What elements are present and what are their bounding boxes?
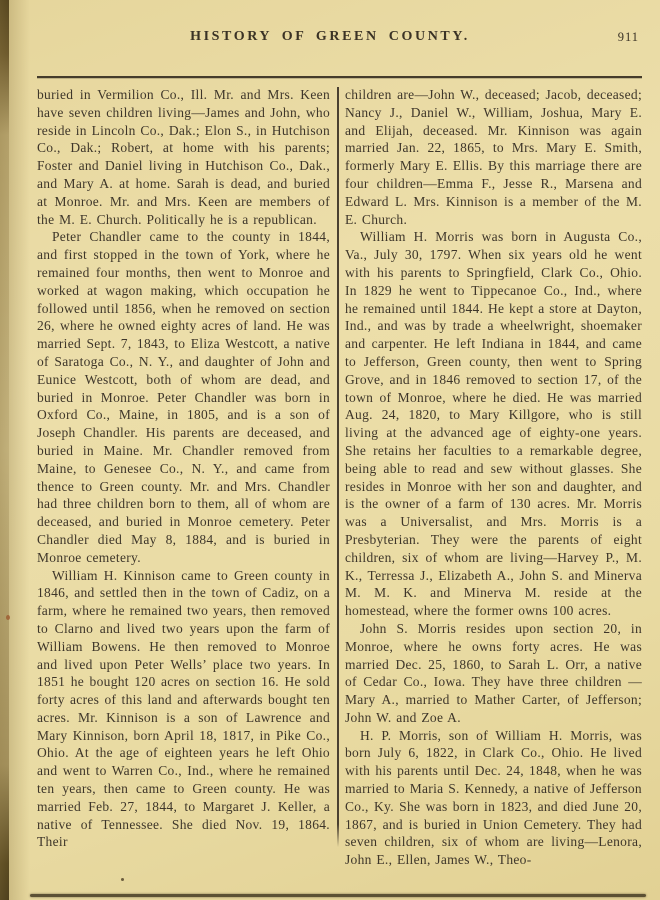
right-column: [345, 86, 642, 869]
paragraph-peter-chandler: Peter Chandler came to the county in 1844, and first stopped in the town of York, where he remained four months, then went to Monroe and worked at wagon making, which occupation he followed until 1856, when he removed on section 26, where he owned eighty acres of land. He was married Sept. 7, 1843, to Eliza Westcott, a native of Saratoga Co., N. Y., and daughter of John and Eunice Westcott, both of whom are dead, and buried in Monroe. Peter Chandler was born in Oxford Co., Maine, in 1805, and is a son of Joseph Chandler. His parents are deceased, and buried in Maine. Mr. Chandler removed from Maine, to Genesee Co., N. Y., and came from thence to Green county. Mr. and Mrs. Chandler had three children born to them, all of whom are deceased, and buried in Monroe cemetery. Peter Chandler died May 8, 1884, and is buried in Monroe cemetery.: [37, 229, 330, 565]
page-title: HISTORY OF GREEN COUNTY.: [190, 29, 470, 44]
scan-speck: [121, 878, 124, 881]
paragraph-william-kinnison: William H. Kinnison came to Green county in 1846, and settled then in the town of Cadiz, on a farm, where he remained two years, then removed to Clarno and lived two years upon the farm of William Bowens. He then removed to Monroe and lived upon Peter Wells’ place two years. In 1851 he bought 120 acres on section 16. He sold forty acres of this land and afterwards bought ten acres. Mr. Kinnison is a son of Lawrence and Mary Kinnison, born April 18, 1817, in Pike Co., Ohio. At the age of eighteen years he left Ohio and went to Warren Co., Ind., where he remained ten years, then came to Green county. He was married Feb. 27, 1844, to Margaret J. Keller, a native of Tennessee. She died Nov. 19, 1864. Their: [37, 567, 330, 850]
page-gutter-shadow: [0, 0, 30, 900]
column-divider: [337, 87, 339, 847]
running-header: [0, 0, 660, 62]
paragraph-john-morris: John S. Morris resides upon section 20, in Monroe, where he owns forty acres. He was married Dec. 25, 1860, to Sarah L. Orr, a native of Cedar Co., Iowa. They have three children —Mary A., married to Mather Carter, of Jefferson; John W. and Zoe A.: [345, 620, 642, 725]
text-body: [0, 78, 660, 869]
paragraph-keen-continuation: buried in Vermilion Co., Ill. Mr. and Mrs. Keen have seven children living—James and John, who reside in Lincoln Co., Dak.; Elon S., in Hutchison Co., Dak.; Robert, at home with his parents; Foster and Daniel living in Hutchison Co., Dak., and Mary A. at home. Sarah is dead, and buried at Monroe. Mr. and Mrs. Keen are members of the M. E. Church. Politically he is a republican.: [37, 87, 330, 227]
bottom-page-edge: [30, 894, 646, 897]
paragraph-william-morris: William H. Morris was born in Augusta Co., Va., July 30, 1797. When six years old he went with his parents to Springfield, Clark Co., Ohio. In 1829 he went to Tippecanoe Co., Ind., where he remained until 1844. He kept a store at Dayton, Ind., and was by trade a wheelwright, shoemaker and carpenter. He left Indiana in 1844, and came to Jefferson, Green county, then went to Spring Grove, and in 1846 removed to section 17, of the town of Monroe, where he died. He was married Aug. 24, 1820, to Mary Killgore, who is still living at the advanced age of eighty-one years. She retains her faculties to a remarkable degree, being able to read and sew without glasses. She resides in Monroe with her son and daughter, and is the owner of a farm of 130 acres. Mr. Morris was a Universalist, and Mrs. Morris is a Presbyterian. They were the parents of eight children, six of whom are living—Harvey P., M. K., Terressa J., Elizabeth A., John S. and Minerva M. M. K. and Minerva M. reside at the homestead, where the former owns 100 acres.: [345, 229, 642, 619]
paragraph-hp-morris: H. P. Morris, son of William H. Morris, was born July 6, 1822, in Clark Co., Ohio. He lived with his parents until Dec. 24, 1848, when he was married to Maria S. Kennedy, a native of Jefferson Co., Ky. She was born in 1823, and died June 20, 1867, and is buried in Union Cemetery. They had seven children, six of whom are living—Lenora, John E., Ellen, James W., Theo-: [345, 727, 642, 868]
scan-speck: [6, 615, 10, 620]
page-number: 911: [617, 30, 639, 44]
left-column: [37, 86, 330, 869]
paragraph-kinnison-continuation: children are—John W., deceased; Jacob, deceased; Nancy J., Daniel W., William, Joshua, Mary E. and Elijah, deceased. Mr. Kinnison was again married Jan. 22, 1865, to Mrs. Mary E. Smith, formerly Mary E. Ellis. By this marriage there are four children—Emma F., Jesse R., Marsena and Edward L. Mrs. Kinnison is a member of the M. E. Church.: [345, 87, 642, 227]
